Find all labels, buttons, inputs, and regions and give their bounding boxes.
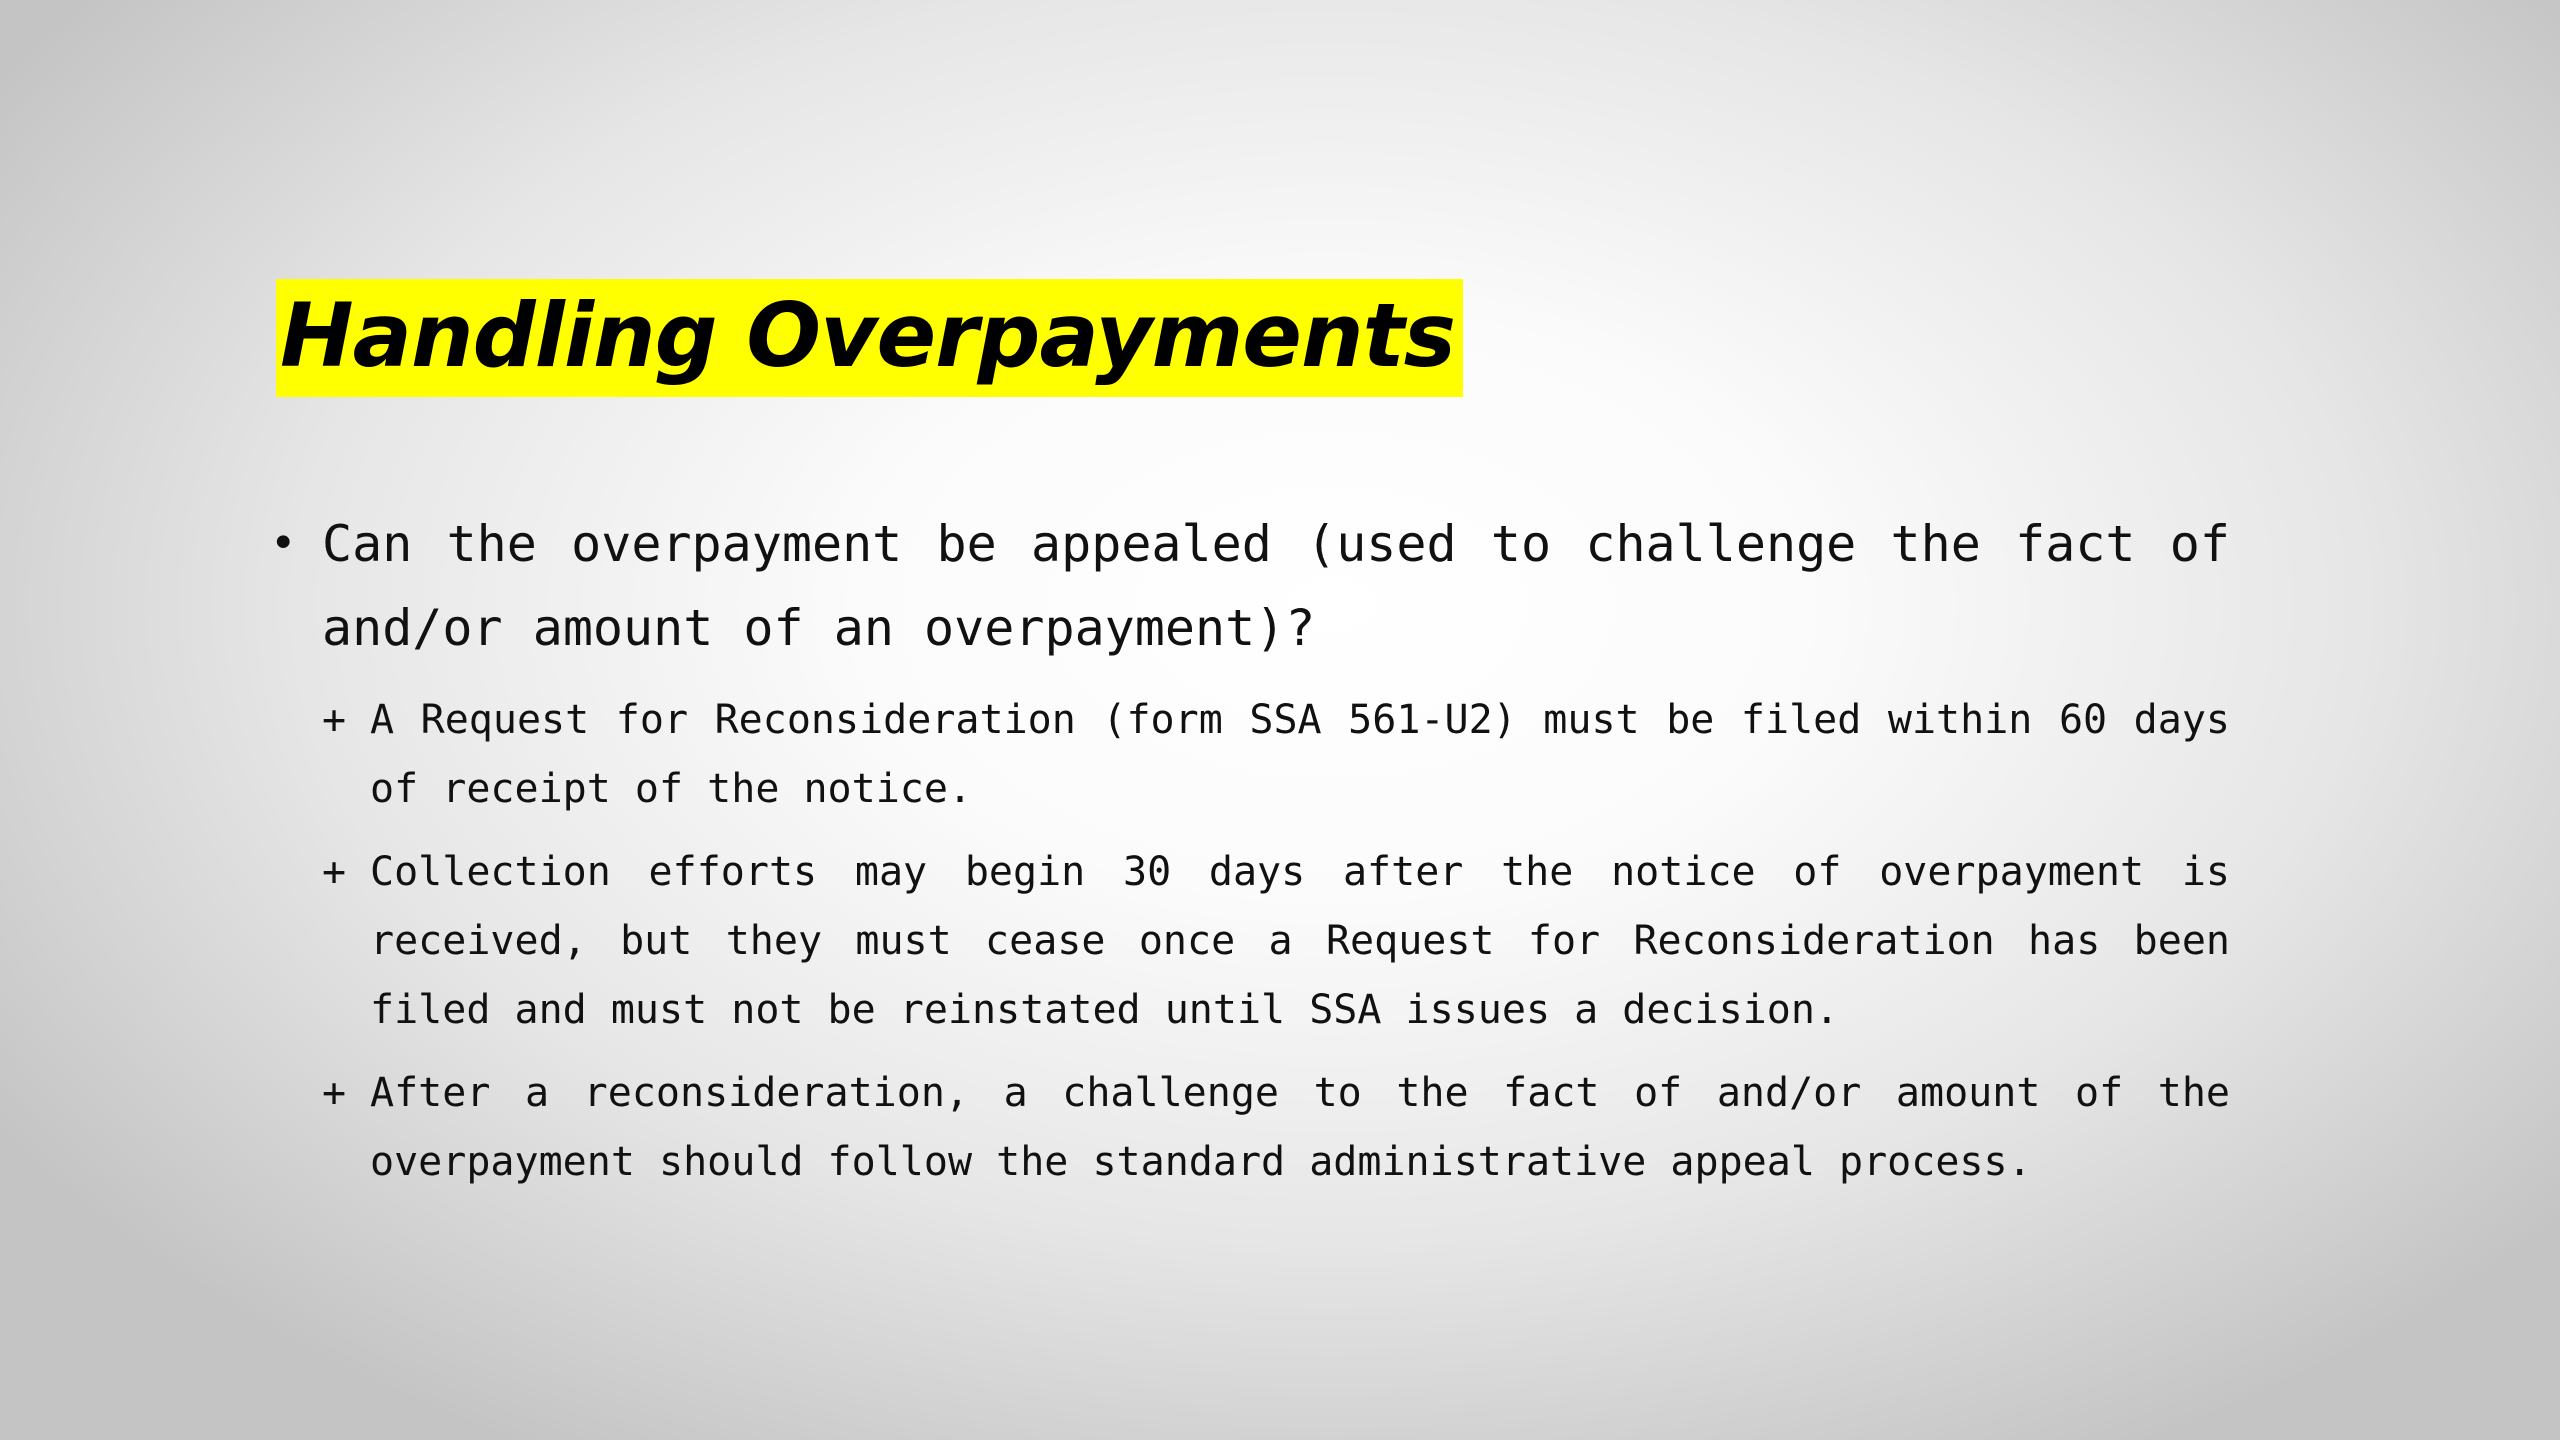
sub-bullet-item <box>322 838 2230 1045</box>
sub-bullet-list <box>270 686 2230 1197</box>
title-block <box>276 279 1463 397</box>
sub-bullet-text: After a reconsideration, a challenge to the fact of and/or amount of the overpayment should follow the standard administrative appeal process. <box>370 1070 2230 1185</box>
sub-bullet-item <box>322 1059 2230 1197</box>
plus-icon: + <box>322 1070 347 1116</box>
plus-icon: + <box>322 697 347 743</box>
main-bullet-text: Can the overpayment be appealed (used to challenge the fact of and/or amount of an overpayment)? <box>322 515 2230 657</box>
slide-title: Handling Overpayments <box>276 279 1463 397</box>
sub-bullet-text: A Request for Reconsideration (form SSA 561-U2) must be filed within 60 days of receipt of the notice. <box>370 697 2230 812</box>
sub-bullet-item <box>322 686 2230 824</box>
sub-bullet-text: Collection efforts may begin 30 days after the notice of overpayment is received, but they must cease once a Request for Reconsideration has been filed and must not be reinstated until SSA issues a decision. <box>370 849 2230 1033</box>
plus-icon: + <box>322 849 347 895</box>
bullet-dot-icon: • <box>270 518 297 569</box>
main-bullet <box>270 502 2230 670</box>
slide-content <box>270 502 2230 1211</box>
